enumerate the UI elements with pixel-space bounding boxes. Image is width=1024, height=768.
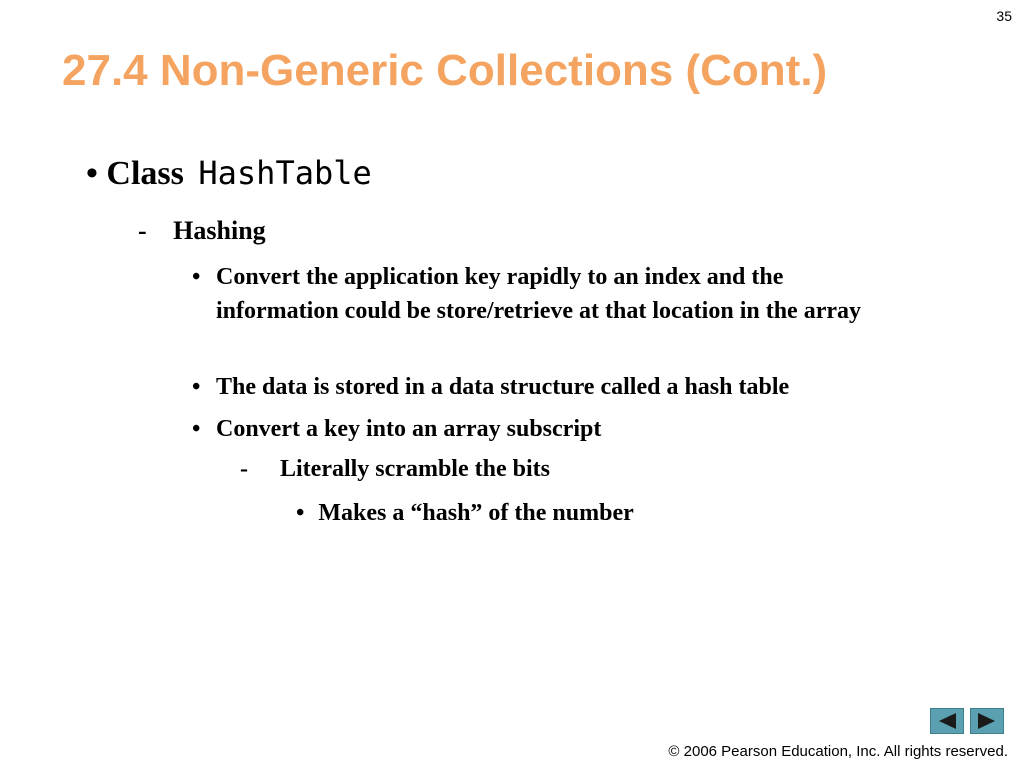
bullet-level5: [296, 500, 634, 527]
bullet-marker: •: [192, 374, 201, 400]
slide-title: 27.4 Non-Generic Collections (Cont.): [62, 46, 828, 95]
dash-marker: -: [138, 216, 147, 245]
bullet-level3-item: [192, 370, 912, 404]
triangle-right-icon: [976, 712, 998, 730]
bullet-level3-text: Convert a key into an array subscript: [216, 416, 602, 442]
dash-level2: [138, 216, 266, 246]
bullet-level1: [86, 154, 372, 193]
bullet-marker: •: [296, 500, 305, 526]
slide-navigation: [930, 708, 1004, 734]
previous-slide-button[interactable]: [930, 708, 964, 734]
bullet-level3-item: [192, 260, 912, 328]
bullet-marker: •: [192, 416, 201, 442]
dash-level2-text: Hashing: [173, 216, 266, 245]
bullet-level5-text: Makes a “hash” of the number: [318, 500, 634, 526]
page-number: 35: [996, 8, 1012, 24]
bullet-level3-item: [192, 412, 912, 446]
triangle-left-icon: [936, 712, 958, 730]
bullet-level3-text: Convert the application key rapidly to an index and the information could be store/retrieve at that location in the array: [216, 264, 861, 324]
bullet-marker: •: [192, 264, 201, 290]
copyright-footer: © 2006 Pearson Education, Inc. All rights reserved.: [668, 743, 1008, 760]
dash-marker: -: [240, 456, 248, 482]
bullet-level1-label: Class: [106, 155, 184, 192]
dash-level4: [240, 456, 550, 483]
bullet-level3-text: The data is stored in a data structure called a hash table: [216, 374, 790, 400]
next-slide-button[interactable]: [970, 708, 1004, 734]
bullet-marker: •: [86, 155, 98, 192]
dash-level4-text: Literally scramble the bits: [280, 456, 550, 482]
bullet-level1-code: HashTable: [198, 154, 372, 192]
